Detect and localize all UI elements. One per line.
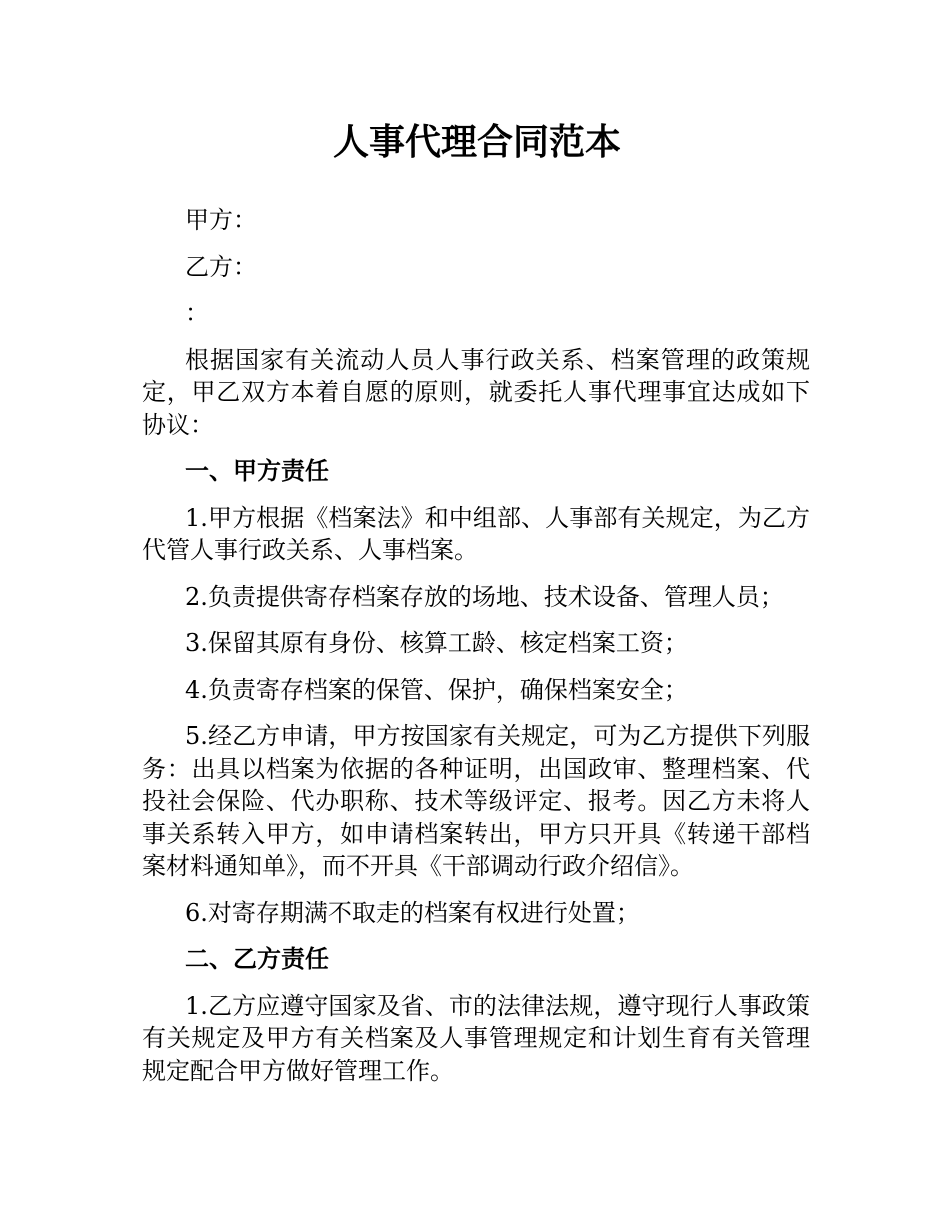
clause-a-3: 3.保留其原有身份、核算工龄、核定档案工资； xyxy=(185,629,688,657)
colon-line: ： xyxy=(185,299,209,327)
clause-a-5: 5.经乙方申请，甲方按国家有关规定，可为乙方提供下列服务：出具以档案为依据的各种证明，出国政审、整理档案、代投社会保险、代办职称、技术等级评定、报考。因乙方未将人事关系转入甲方，如申请档案转出，甲方只开具《转递干部档案材料通知单》，而不开具《干部调动行政介绍信》。 xyxy=(142,722,810,880)
party-a-line: 甲方： xyxy=(185,206,257,234)
document-title: 人事代理合同范本 xyxy=(332,122,621,163)
section-heading-party-a: 一、甲方责任 xyxy=(185,457,329,485)
clause-a-4: 4.负责寄存档案的保管、保护，确保档案安全； xyxy=(185,675,688,704)
section-heading-party-b: 二、乙方责任 xyxy=(185,945,329,973)
clause-b-1: 1.乙方应遵守国家及省、市的法律法规，遵守现行人事政策有关规定及甲方有关档案及人事管理规定和计划生育有关管理规定配合甲方做好管理工作。 xyxy=(142,991,810,1085)
party-b-line: 乙方： xyxy=(185,252,257,281)
clause-a-1: 1.甲方根据《档案法》和中组部、人事部有关规定，为乙方代管人事行政关系、人事档案。 xyxy=(142,503,810,564)
clause-a-6: 6.对寄存期满不取走的档案有权进行处置； xyxy=(185,898,640,927)
clause-a-2: 2.负责提供寄存档案存放的场地、技术设备、管理人员； xyxy=(185,582,784,611)
intro-paragraph: 根据国家有关流动人员人事行政关系、档案管理的政策规定，甲乙双方本着自愿的原则，就委托人事代理事宜达成如下协议： xyxy=(142,345,810,439)
